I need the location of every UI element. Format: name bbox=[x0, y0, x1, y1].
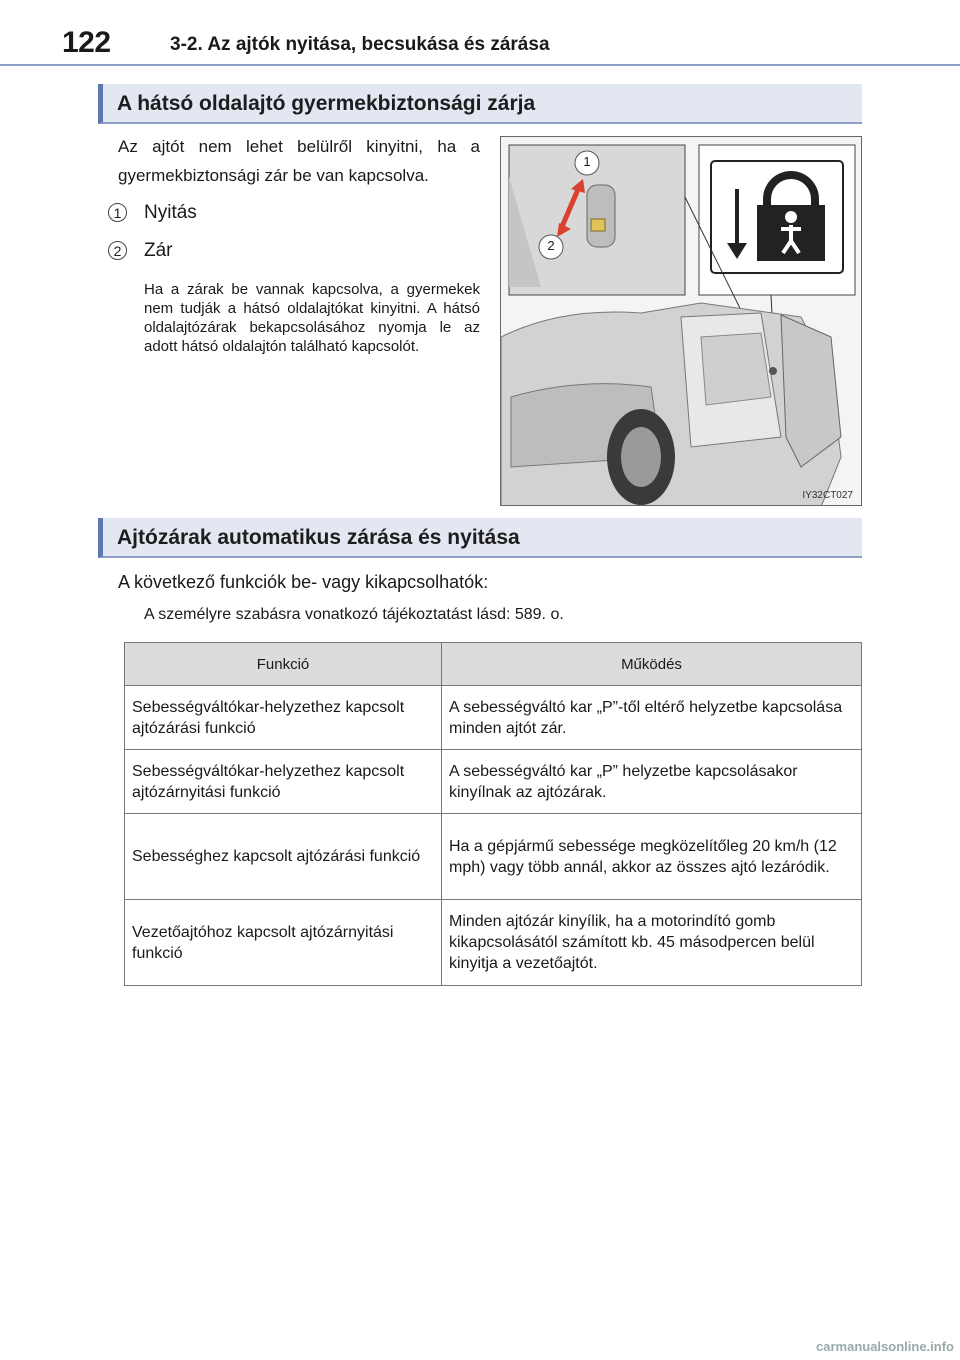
figure-code: IY32CT027 bbox=[802, 490, 853, 501]
item-label-open: Nyitás bbox=[144, 202, 197, 223]
column-header-function: Funkció bbox=[125, 643, 442, 686]
operation-cell: A sebességváltó kar „P” helyzetbe kapcsolásakor kinyílnak az ajtózárak. bbox=[442, 750, 862, 814]
customization-reference: A személyre szabásra vonatkozó tájékoztatást lásd: 589. o. bbox=[144, 606, 564, 623]
item-number: 1 bbox=[108, 203, 127, 222]
section2-intro: A következő funkciók be- vagy kikapcsolhatók: bbox=[118, 572, 489, 592]
car-door-drawing bbox=[501, 137, 862, 506]
child-lock-illustration bbox=[500, 136, 862, 506]
header-divider bbox=[0, 64, 960, 66]
child-lock-note: Ha a zárak be vannak kapcsolva, a gyermekek nem tudják a hátsó oldalajtókat kinyitni. A hátsó oldalajtózárak bekapcsolásához nyomja le az adott hátsó oldalajtón található kapcsolót. bbox=[144, 281, 480, 355]
table-row bbox=[125, 750, 862, 814]
section-intro: Az ajtót nem lehet belülről kinyitni, ha a gyermekbiztonsági zár be van kapcsolva. bbox=[118, 137, 480, 185]
table-row bbox=[125, 900, 862, 986]
function-cell: Vezetőajtóhoz kapcsolt ajtózárnyitási funkció bbox=[125, 900, 442, 986]
functions-table bbox=[124, 642, 862, 986]
function-cell: Sebességváltókar-helyzethez kapcsolt ajtózárási funkció bbox=[125, 686, 442, 750]
operation-cell: Ha a gépjármű sebessége megközelítőleg 20 km/h (12 mph) vagy több annál, akkor az összes ajtó lezáródik. bbox=[442, 814, 862, 900]
table-row bbox=[125, 686, 862, 750]
section-heading-child-lock bbox=[98, 84, 862, 124]
operation-cell: Minden ajtózár kinyílik, ha a motorindító gomb kikapcsolásától számított kb. 45 másodpercen belül kinyitja a vezetőajtót. bbox=[442, 900, 862, 986]
operation-cell: A sebességváltó kar „P”-től eltérő helyzetbe kapcsolása minden ajtót zár. bbox=[442, 686, 862, 750]
section-title: A hátsó oldalajtó gyermekbiztonsági zárja bbox=[117, 92, 536, 115]
function-cell: Sebességhez kapcsolt ajtózárási funkció bbox=[125, 814, 442, 900]
item-number: 2 bbox=[108, 241, 127, 260]
page-number: 122 bbox=[62, 26, 111, 59]
function-cell: Sebességváltókar-helyzethez kapcsolt ajtózárnyitási funkció bbox=[125, 750, 442, 814]
item-label-lock: Zár bbox=[144, 240, 173, 261]
table-row bbox=[125, 814, 862, 900]
callout-open: 1 bbox=[583, 154, 591, 169]
callout-lock: 2 bbox=[547, 238, 555, 253]
table-header-row bbox=[125, 643, 862, 686]
section-heading-auto-lock bbox=[98, 518, 862, 558]
column-header-operation: Működés bbox=[442, 643, 862, 686]
chapter-title: 3-2. Az ajtók nyitása, becsukása és zárása bbox=[170, 34, 550, 55]
watermark: carmanualsonline.info bbox=[816, 1339, 954, 1354]
section-title: Ajtózárak automatikus zárása és nyitása bbox=[117, 526, 520, 549]
